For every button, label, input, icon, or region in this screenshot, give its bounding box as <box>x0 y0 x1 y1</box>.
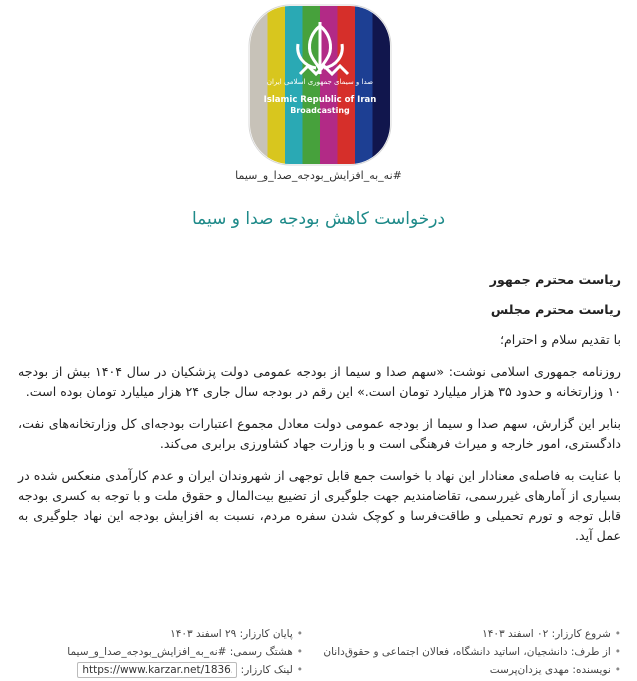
logo-english-line1: Islamic Republic of Iran <box>263 95 377 105</box>
meta-column-left <box>3 625 303 679</box>
paragraph-3: با عنایت به فاصله‌ی معنادار این نهاد با خواست جمع قابل توجهی از شهروندان ایران و عدم کارآمدی منعکس شده در بسیاری از آمارهای غیررسمی، تقاضامندیم جهت جلوگیری از تضییع بیت‌المال و حقوق ملت و با توجه به کسری بودجه قابل توجه و تورم تحمیلی و طاقت‌فرسا و کوچک شدن سفره مردم، نسبت به افزایش بودجه این نهاد جلوگیری به عمل آید. <box>18 468 621 543</box>
meta-end <box>3 625 303 643</box>
bullet-icon: • <box>296 628 303 640</box>
logo-persian-text: صدا و سیمای جمهوری اسلامی ایران <box>266 78 374 86</box>
bullet-icon: • <box>614 664 621 676</box>
petition-body <box>18 270 621 558</box>
bullet-icon: • <box>614 628 621 640</box>
meta-start-text: شروع کارزار: ۰۲ اسفند ۱۴۰۳ <box>482 628 611 640</box>
meta-hashtag <box>3 643 303 661</box>
meta-end-text: پایان کارزار: ۲۹ اسفند ۱۴۰۳ <box>170 628 293 640</box>
meta-from <box>321 643 621 661</box>
irib-logo-graphic <box>248 4 392 168</box>
campaign-meta <box>18 625 621 681</box>
bullet-icon: • <box>614 646 621 658</box>
paragraph-1: روزنامه جمهوری اسلامی نوشت: «سهم صدا و سیما از بودجه عمومی دولت پزشکیان در سال ۱۴۰۴ بیش از بودجه ۱۰ وزارتخانه و حدود ۳۵ هزار میلیارد تومان است.» این رقم در بودجه سال جاری ۲۴ هزار میلیارد تومان بوده است. <box>18 364 621 399</box>
page-title: درخواست کاهش بودجه صدا و سیما <box>191 209 446 230</box>
addressee-president: ریاست محترم جمهور <box>489 272 621 287</box>
irib-logo <box>248 4 392 168</box>
addressee-parliament: ریاست محترم مجلس <box>490 302 621 317</box>
meta-link <box>3 661 303 679</box>
greeting: با تقدیم سلام و احترام؛ <box>499 332 621 347</box>
meta-link-label: لینک کارزار: <box>240 664 293 676</box>
bullet-icon: • <box>296 664 303 676</box>
meta-hashtag-text[interactable]: هشتگ رسمی: #نه_به_افزایش_بودجه_صدا_و_سیما <box>67 646 293 658</box>
meta-column-right <box>321 625 621 679</box>
meta-from-text: از طرف: دانشجیان، اساتید دانشگاه، فعالان اجتماعی و حقوق‌دانان <box>323 646 611 658</box>
campaign-link-field[interactable] <box>77 662 237 678</box>
campaign-hashtag[interactable]: #نه_به_افزایش_بودجه_صدا_و_سیما <box>235 169 402 182</box>
meta-author <box>321 661 621 679</box>
meta-author-text: نویسنده: مهدی یزدان‌پرست <box>489 664 611 676</box>
logo-english-line2: Broadcasting <box>290 106 350 115</box>
paragraph-2: بنابر این گزارش، سهم صدا و سیما از بودجه عمومی دولت معادل مجموع اعتبارات بودجه‌ای کل وزارتخانه‌های نفت، دادگستری، امور خارجه و میراث فرهنگی است و با وزارت جهاد کشاورزی برابری می‌کند. <box>18 416 621 451</box>
bullet-icon: • <box>296 646 303 658</box>
meta-start <box>321 625 621 643</box>
